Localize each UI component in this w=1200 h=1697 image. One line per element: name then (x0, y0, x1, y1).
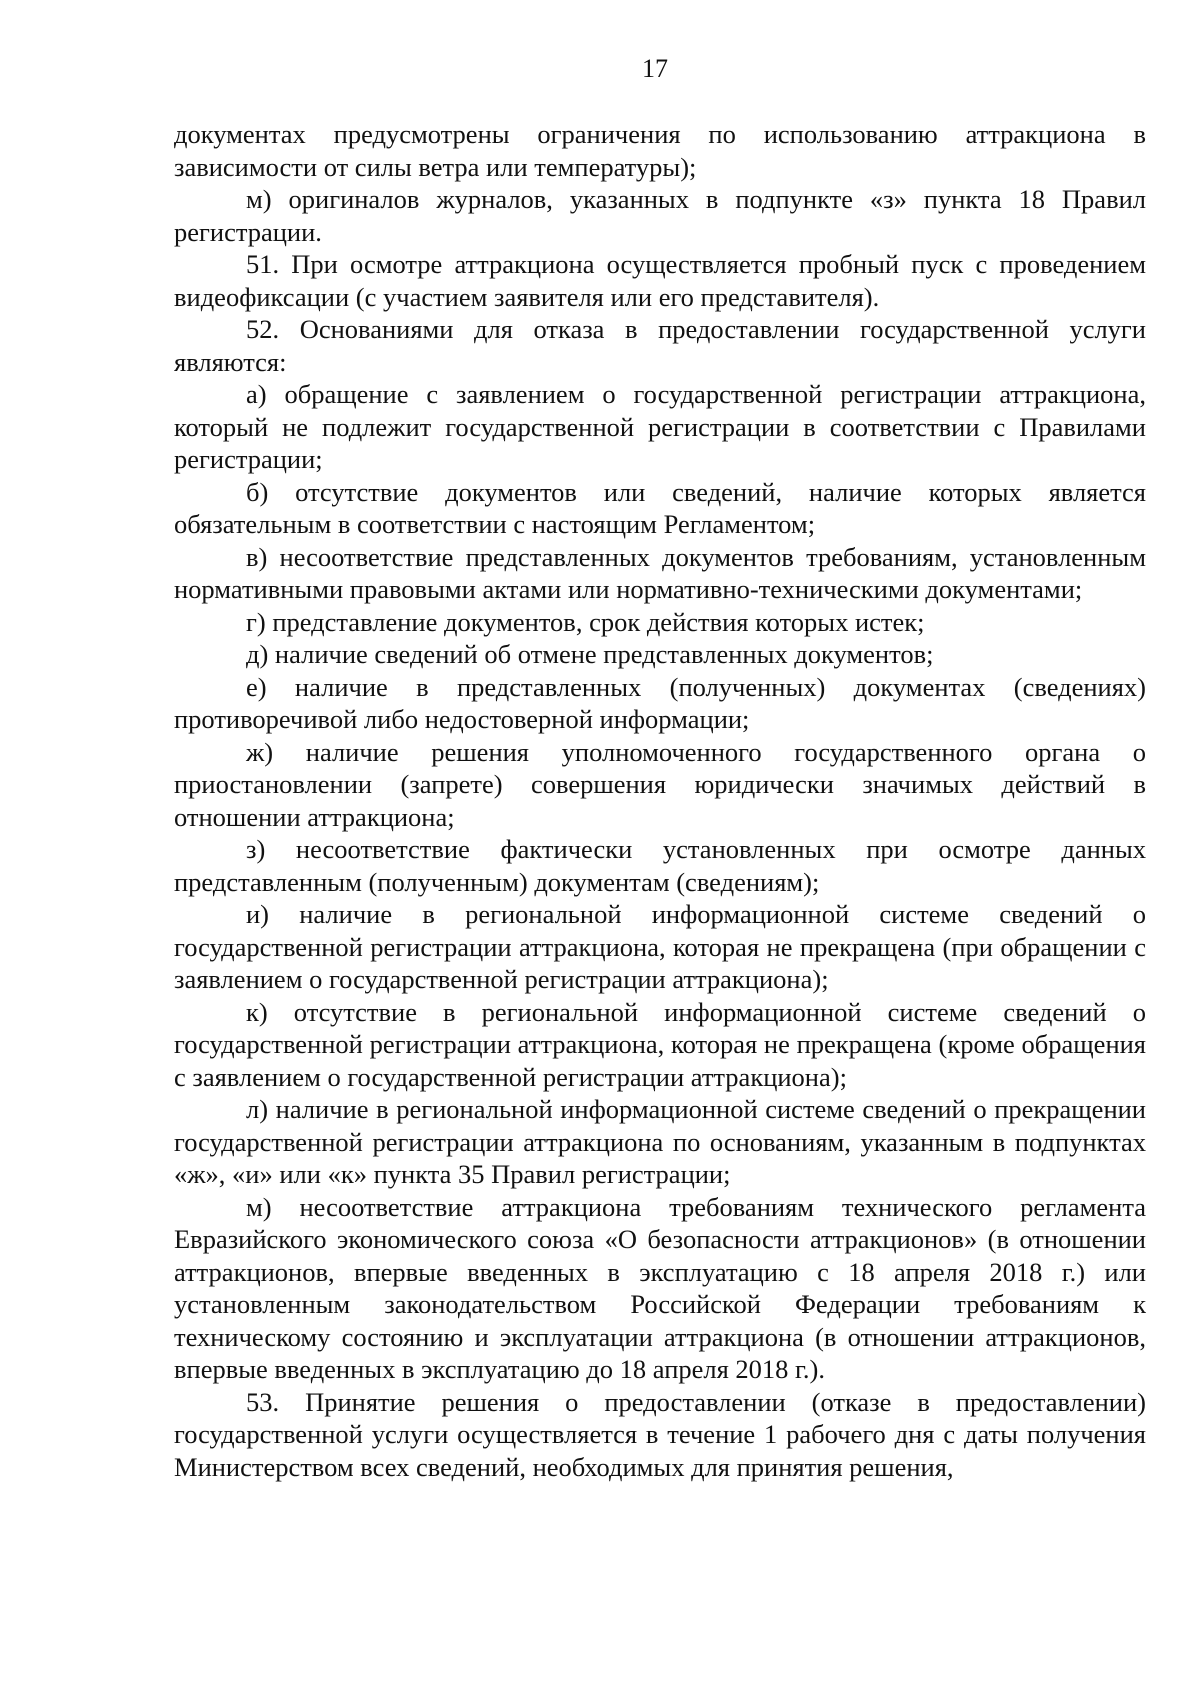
paragraph-item-zh: ж) наличие решения уполномоченного государственного органа о приостановлении (запрете) совершения юридически значимых действий в отношении аттракциона; (174, 736, 1146, 832)
document-body (174, 118, 1146, 1483)
paragraph-item-v: в) несоответствие представленных документов требованиям, установленным нормативными правовыми актами или нормативно-техническими документами; (174, 541, 1146, 604)
page-number: 17 (642, 54, 668, 83)
paragraph-item-d: д) наличие сведений об отмене представленных документов; (246, 639, 934, 669)
paragraph-item-m-journals: м) оригиналов журналов, указанных в подпункте «з» пункта 18 Правил регистрации. (174, 184, 1146, 247)
paragraph-51: 51. При осмотре аттракциона осуществляется пробный пуск с проведением видеофиксации (с участием заявителя или его представителя). (174, 249, 1146, 312)
paragraph-item-z: з) несоответствие фактически установленных при осмотре данных представленным (полученным) документам (сведениям); (174, 834, 1146, 897)
paragraph-item-m: м) несоответствие аттракциона требованиям технического регламента Евразийского экономического союза «О безопасности аттракционов» (в отношении аттракционов, впервые введенных в эксплуатацию с 18 апреля 2018 г.) или установленным законодательством Российской Федерации требованиям к техническому состоянию и эксплуатации аттракциона (в отношении аттракционов, впервые введенных в эксплуатацию до 18 апреля 2018 г.). (174, 1191, 1146, 1384)
paragraph-52: 52. Основаниями для отказа в предоставлении государственной услуги являются: (174, 314, 1146, 377)
paragraph-item-b: б) отсутствие документов или сведений, наличие которых является обязательным в соответствии с настоящим Регламентом; (174, 476, 1146, 539)
paragraph-continuation: документах предусмотрены ограничения по использованию аттракциона в зависимости от силы ветра или температуры); (174, 119, 1146, 182)
paragraph-item-g: г) представление документов, срок действия которых истек; (246, 606, 925, 637)
paragraph-item-k: к) отсутствие в региональной информационной системе сведений о государственной регистрации аттракциона, которая не прекращена (кроме обращения с заявлением о государственной регистрации аттракциона); (174, 996, 1146, 1092)
paragraph-item-l: л) наличие в региональной информационной системе сведений о прекращении государственной регистрации аттракциона по основаниям, указанным в подпунктах «ж», «и» или «к» пункта 35 Правил регистрации; (174, 1094, 1146, 1189)
paragraph-53: 53. Принятие решения о предоставлении (отказе в предоставлении) государственной услуги осуществляется в течение 1 рабочего дня с даты получения Министерством всех сведений, необходимых для принятия решения, (174, 1386, 1146, 1482)
paragraph-item-i: и) наличие в региональной информационной системе сведений о государственной регистрации аттракциона, которая не прекращена (при обращении с заявлением о государственной регистрации аттракциона); (174, 899, 1146, 994)
paragraph-item-e: е) наличие в представленных (полученных) документах (сведениях) противоречивой либо недостоверной информации; (174, 671, 1146, 734)
paragraph-item-a: а) обращение с заявлением о государственной регистрации аттракциона, который не подлежит государственной регистрации в соответствии с Правилами регистрации; (174, 379, 1146, 474)
